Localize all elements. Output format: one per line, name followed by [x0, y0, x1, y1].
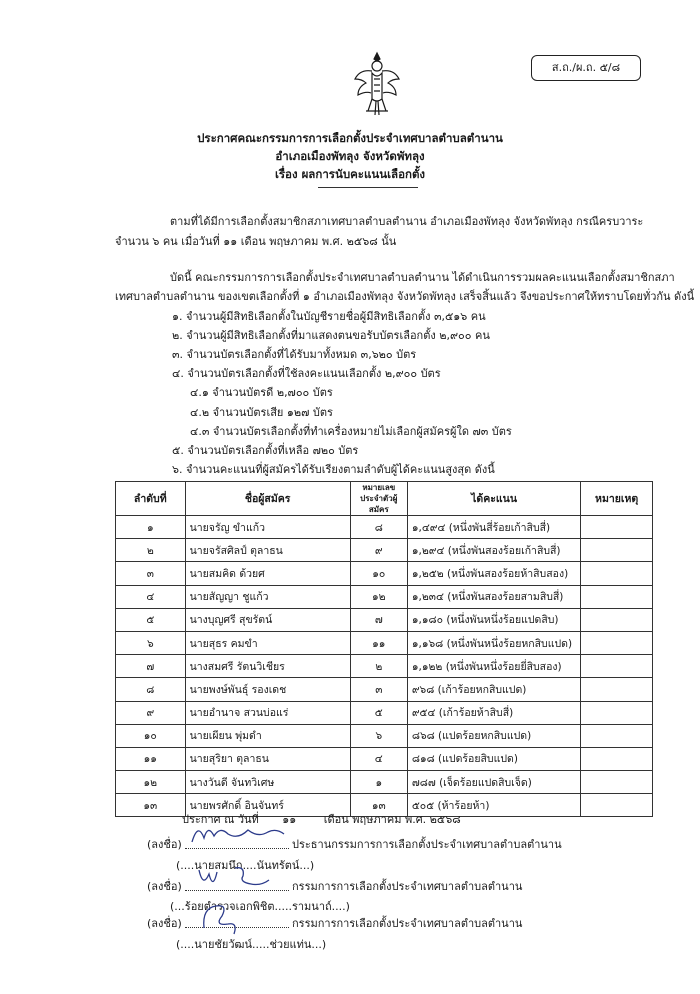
- signer-role-3: กรรมการการเลือกตั้งประจำเทศบาลตำบลตำนาน: [292, 917, 523, 930]
- item-ballots-received: ๓. จำนวนบัตรเลือกตั้งที่ได้รับมาทั้งหมด ๓,๖๒๐ บัตร: [172, 348, 417, 361]
- announce-month: เดือน พฤษภาคม พ.ศ. ๒๕๖๘: [323, 813, 461, 826]
- cell-remark: [581, 585, 653, 608]
- table-row: [116, 585, 653, 608]
- cell-remark: [581, 701, 653, 724]
- table-row: [116, 701, 653, 724]
- cell-rank: ๓: [116, 562, 186, 585]
- cell-votes: ๕๐๕ (ห้าร้อยห้า): [407, 794, 580, 817]
- cell-rank: ๑๑: [116, 747, 186, 770]
- handwritten-signature-3: [198, 898, 248, 938]
- cell-remark: [581, 608, 653, 631]
- header-remark: หมายเหตุ: [581, 482, 653, 516]
- body-line-2: เทศบาลตำบลตำนาน ของเขตเลือกตั้งที่ ๑ อำเภอเมืองพัทลุง จังหวัดพัทลุง เสร็จสิ้นแล้ว จึงขอประกาศให้ทราบโดยทั่วกัน ดังนี้: [115, 290, 695, 303]
- cell-votes: ๑,๑๘๐ (หนึ่งพันหนึ่งร้อยแปดสิบ): [407, 608, 580, 631]
- cell-votes: ๑,๑๒๒ (หนึ่งพันหนึ่งร้อยยี่สิบสอง): [407, 655, 580, 678]
- item-voters-present: ๒. จำนวนผู้มีสิทธิเลือกตั้งที่มาแสดงตนขอรับบัตรเลือกตั้ง ๒,๙๐๐ คน: [172, 329, 490, 342]
- form-code-box: ส.ถ./ผ.ถ. ๕/๘: [531, 55, 641, 81]
- cell-candidate-number: ๑๒: [350, 585, 407, 608]
- signer-name-2: (...ร้อยตำรวจเอกพิชิต.....รามนาถ์....): [170, 900, 350, 913]
- table-row: [116, 771, 653, 794]
- cell-remark: [581, 631, 653, 654]
- intro-line-2: จำนวน ๖ คน เมื่อวันที่ ๑๑ เดือน พฤษภาคม พ.ศ. ๒๕๖๘ นั้น: [115, 235, 397, 248]
- district-line: อำเภอเมืองพัทลุง จังหวัดพัทลุง: [275, 149, 425, 163]
- item-votes-heading: ๖. จำนวนคะแนนที่ผู้สมัครได้รับเรียงตามลำดับผู้ได้คะแนนสูงสุด ดังนี้: [172, 463, 495, 476]
- table-row: [116, 747, 653, 770]
- cell-votes: ๑,๒๕๒ (หนึ่งพันสองร้อยห้าสิบสอง): [407, 562, 580, 585]
- handwritten-signature-1: [188, 820, 288, 848]
- header-rank: ลำดับที่: [116, 482, 186, 516]
- cell-remark: [581, 655, 653, 678]
- header-divider: [318, 187, 418, 188]
- cell-votes: ๑,๒๓๔ (หนึ่งพันสองร้อยสามสิบสี่): [407, 585, 580, 608]
- cell-candidate-number: ๘: [350, 516, 407, 539]
- cell-rank: ๗: [116, 655, 186, 678]
- cell-rank: ๘: [116, 678, 186, 701]
- table-row: [116, 562, 653, 585]
- header-votes: ได้คะแนน: [407, 482, 580, 516]
- cell-candidate-name: นายเผียน พุ่มดำ: [185, 724, 350, 747]
- cell-candidate-name: นายพงษ์พันธุ์ รองเดช: [185, 678, 350, 701]
- header-number-line2: ประจำตัวผู้สมัคร: [360, 494, 398, 514]
- cell-candidate-number: ๗: [350, 608, 407, 631]
- cell-candidate-number: ๑๓: [350, 794, 407, 817]
- cell-candidate-number: ๑๑: [350, 631, 407, 654]
- cell-rank: ๖: [116, 631, 186, 654]
- sign-label-3: (ลงชื่อ): [147, 917, 182, 930]
- cell-candidate-number: ๒: [350, 655, 407, 678]
- signer-name-1: (....นายสมนึก....นันทรัตน์...): [176, 859, 315, 872]
- cell-candidate-name: นางวันดี จันทวิเศษ: [185, 771, 350, 794]
- table-row: [116, 608, 653, 631]
- cell-votes: ๑,๔๙๔ (หนึ่งพันสี่ร้อยเก้าสิบสี่): [407, 516, 580, 539]
- cell-candidate-number: ๖: [350, 724, 407, 747]
- sign-label-2: (ลงชื่อ): [147, 880, 182, 893]
- body-line-1: บัดนี้ คณะกรรมการการเลือกตั้งประจำเทศบาลตำบลตำนาน ได้ดำเนินการรวมผลคะแนนเลือกตั้งสมาชิกสภา: [170, 271, 675, 284]
- table-row: [116, 678, 653, 701]
- item-spoiled-ballots: ๔.๒ จำนวนบัตรเสีย ๑๒๗ บัตร: [190, 406, 333, 419]
- cell-rank: ๑๓: [116, 794, 186, 817]
- cell-candidate-number: ๑: [350, 771, 407, 794]
- cell-rank: ๑: [116, 516, 186, 539]
- table-row: [116, 516, 653, 539]
- cell-remark: [581, 516, 653, 539]
- cell-candidate-name: นางสมศรี รัตนวิเชียร: [185, 655, 350, 678]
- cell-votes: ๘๖๘ (แปดร้อยหกสิบแปด): [407, 724, 580, 747]
- cell-remark: [581, 794, 653, 817]
- cell-votes: ๙๖๘ (เก้าร้อยหกสิบแปด): [407, 678, 580, 701]
- cell-candidate-name: นายสมคิด ด้วยศ: [185, 562, 350, 585]
- cell-candidate-name: นายสุริยา ตุลาธน: [185, 747, 350, 770]
- cell-remark: [581, 678, 653, 701]
- header-number-line1: หมายเลข: [362, 483, 396, 492]
- cell-remark: [581, 724, 653, 747]
- table-row: [116, 631, 653, 654]
- cell-candidate-number: ๙: [350, 539, 407, 562]
- cell-candidate-number: ๕: [350, 701, 407, 724]
- cell-rank: ๒: [116, 539, 186, 562]
- garuda-emblem: [352, 49, 402, 121]
- table-row: [116, 539, 653, 562]
- item-no-vote-ballots: ๔.๓ จำนวนบัตรเลือกตั้งที่ทำเครื่องหมายไม่เลือกผู้สมัครผู้ใด ๗๓ บัตร: [190, 425, 512, 438]
- header-number: [350, 482, 407, 516]
- signer-role-2: กรรมการการเลือกตั้งประจำเทศบาลตำบลตำนาน: [292, 880, 523, 893]
- table-header-row: [116, 482, 653, 516]
- cell-votes: ๘๑๘ (แปดร้อยสิบแปด): [407, 747, 580, 770]
- cell-votes: ๑,๑๖๘ (หนึ่งพันหนึ่งร้อยหกสิบแปด): [407, 631, 580, 654]
- table-row: [116, 655, 653, 678]
- cell-candidate-name: นายสัญญา ชูแก้ว: [185, 585, 350, 608]
- handwritten-signature-2: [195, 864, 275, 894]
- cell-rank: ๔: [116, 585, 186, 608]
- cell-candidate-number: ๑๐: [350, 562, 407, 585]
- cell-rank: ๕: [116, 608, 186, 631]
- cell-candidate-name: นายอำนาจ สวนบ่อแร่: [185, 701, 350, 724]
- cell-candidate-number: ๔: [350, 747, 407, 770]
- cell-remark: [581, 771, 653, 794]
- cell-candidate-name: นายจรัญ ขำแก้ว: [185, 516, 350, 539]
- item-eligible-voters: ๑. จำนวนผู้มีสิทธิเลือกตั้งในบัญชีรายชื่อผู้มีสิทธิเลือกตั้ง ๓,๕๑๖ คน: [172, 310, 486, 323]
- announce-day: ๑๑: [282, 813, 297, 826]
- table-row: [116, 724, 653, 747]
- cell-votes: ๗๘๗ (เจ็ดร้อยแปดสิบเจ็ด): [407, 771, 580, 794]
- signer-name-3: (....นายชัยวัฒน์.....ช่วยแท่น...): [176, 938, 327, 951]
- cell-remark: [581, 539, 653, 562]
- cell-candidate-name: นายสุธร คมขำ: [185, 631, 350, 654]
- cell-rank: ๑๐: [116, 724, 186, 747]
- cell-votes: ๙๕๔ (เก้าร้อยห้าสิบสี่): [407, 701, 580, 724]
- subject-line: เรื่อง ผลการนับคะแนนเลือกตั้ง: [274, 167, 426, 181]
- cell-remark: [581, 562, 653, 585]
- intro-line-1: ตามที่ได้มีการเลือกตั้งสมาชิกสภาเทศบาลตำบลตำนาน อำเภอเมืองพัทลุง จังหวัดพัทลุง กรณีครบวาระ: [170, 215, 644, 228]
- item-ballots-used: ๔. จำนวนบัตรเลือกตั้งที่ใช้ลงคะแนนเลือกตั้ง ๒,๙๐๐ บัตร: [172, 367, 441, 380]
- cell-candidate-name: นายพรศักดิ์ อินจันทร์: [185, 794, 350, 817]
- cell-candidate-name: นายจรัสศิลป์ ตุลาธน: [185, 539, 350, 562]
- cell-remark: [581, 747, 653, 770]
- cell-rank: ๙: [116, 701, 186, 724]
- cell-candidate-name: นางบุญศรี สุขรัตน์: [185, 608, 350, 631]
- header-name: ชื่อผู้สมัคร: [185, 482, 350, 516]
- results-table: [115, 481, 653, 817]
- sign-label-1: (ลงชื่อ): [147, 838, 182, 851]
- cell-rank: ๑๒: [116, 771, 186, 794]
- item-good-ballots: ๔.๑ จำนวนบัตรดี ๒,๗๐๐ บัตร: [190, 386, 333, 399]
- cell-candidate-number: ๓: [350, 678, 407, 701]
- announce-label: ประกาศ ณ วันที่: [182, 813, 259, 826]
- cell-votes: ๑,๒๙๔ (หนึ่งพันสองร้อยเก้าสิบสี่): [407, 539, 580, 562]
- item-remaining-ballots: ๕. จำนวนบัตรเลือกตั้งที่เหลือ ๗๒๐ บัตร: [172, 444, 359, 457]
- signer-role-1: ประธานกรรมการการเลือกตั้งประจำเทศบาลตำบลตำนาน: [292, 838, 562, 851]
- announcement-title: ประกาศคณะกรรมการการเลือกตั้งประจำเทศบาลตำบลตำนาน: [197, 131, 503, 145]
